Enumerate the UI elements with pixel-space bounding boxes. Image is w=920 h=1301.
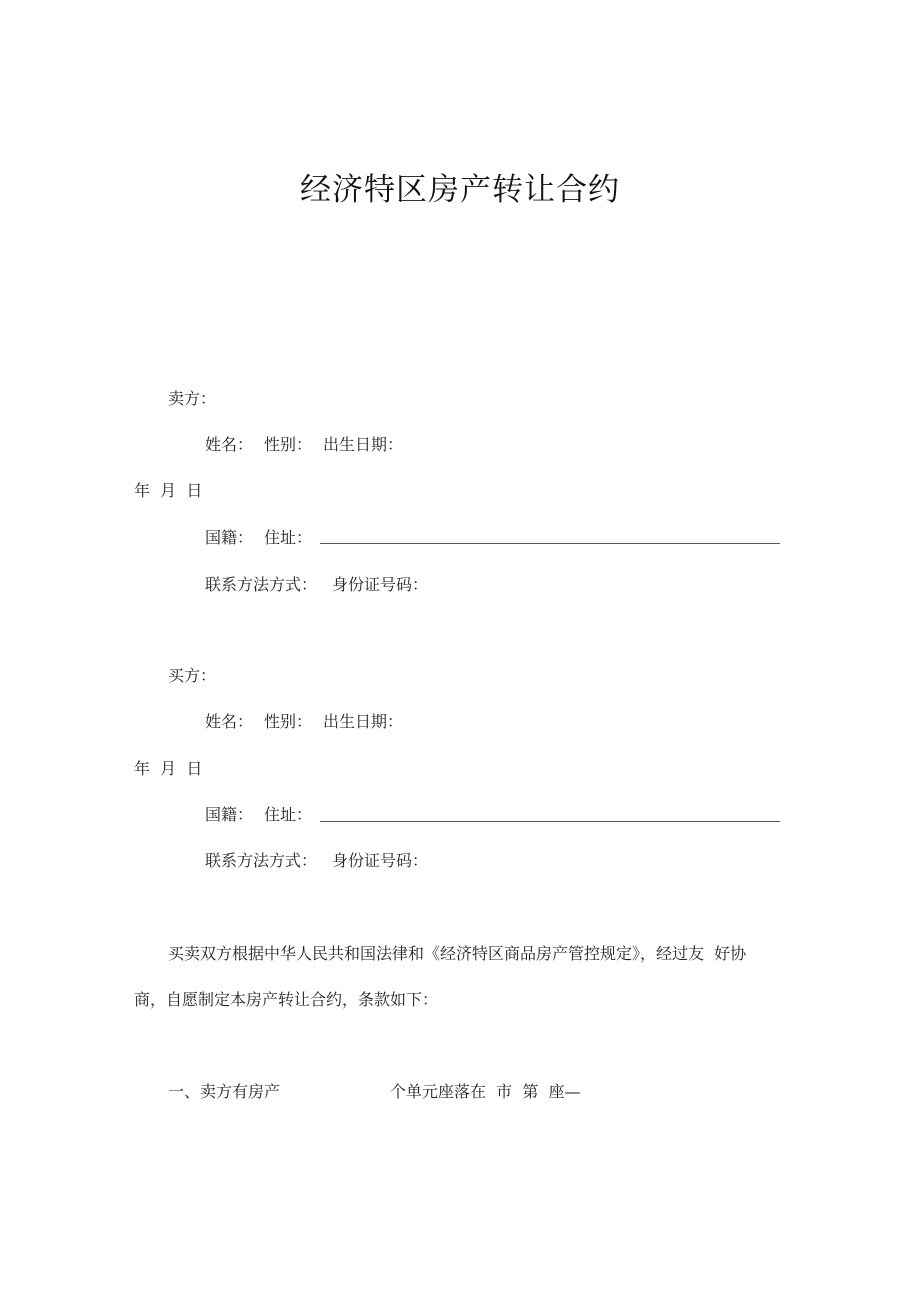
buyer-name-label: 姓名：: [205, 712, 254, 731]
preamble-line-1: 买卖双方根据中华人民共和国法律和《经济特区商品房产管控规定》，经过友 好协: [168, 944, 747, 963]
seller-heading: 卖方：: [168, 389, 217, 408]
seller-gender-label: 性别：: [264, 435, 313, 454]
clause-1-part-1: 一、卖方有房产: [168, 1082, 281, 1101]
buyer-address-row: [205, 805, 312, 825]
buyer-address-label: 住址：: [264, 805, 313, 824]
buyer-gender-label: 性别：: [264, 712, 313, 731]
buyer-heading: 买方：: [168, 666, 217, 685]
seller-contact-label: 联系方法方式：: [205, 575, 318, 594]
seller-address-row: [205, 528, 312, 548]
buyer-birth-label: 出生日期：: [323, 712, 404, 731]
clause-1-part-2: 个单元座落在 市 第 座—: [390, 1082, 581, 1101]
document-title: 经济特区房产转让合约: [300, 172, 620, 208]
buyer-personal-row: [205, 712, 403, 732]
seller-id-label: 身份证号码：: [332, 575, 429, 594]
buyer-contact-row: [205, 851, 428, 871]
seller-contact-row: [205, 575, 428, 595]
seller-address-label: 住址：: [264, 528, 313, 547]
seller-personal-row: [205, 435, 403, 455]
buyer-address-blank: [320, 821, 780, 822]
seller-address-blank: [320, 543, 780, 544]
seller-date-label: 年 月 日: [134, 481, 203, 500]
buyer-id-label: 身份证号码：: [332, 851, 429, 870]
preamble-line-2: 商，自愿制定本房产转让合约，条款如下：: [134, 990, 439, 1009]
seller-nationality-label: 国籍：: [205, 528, 254, 547]
buyer-date-label: 年 月 日: [134, 759, 203, 778]
seller-birth-label: 出生日期：: [323, 435, 404, 454]
buyer-nationality-label: 国籍：: [205, 805, 254, 824]
seller-name-label: 姓名：: [205, 435, 254, 454]
buyer-contact-label: 联系方法方式：: [205, 851, 318, 870]
